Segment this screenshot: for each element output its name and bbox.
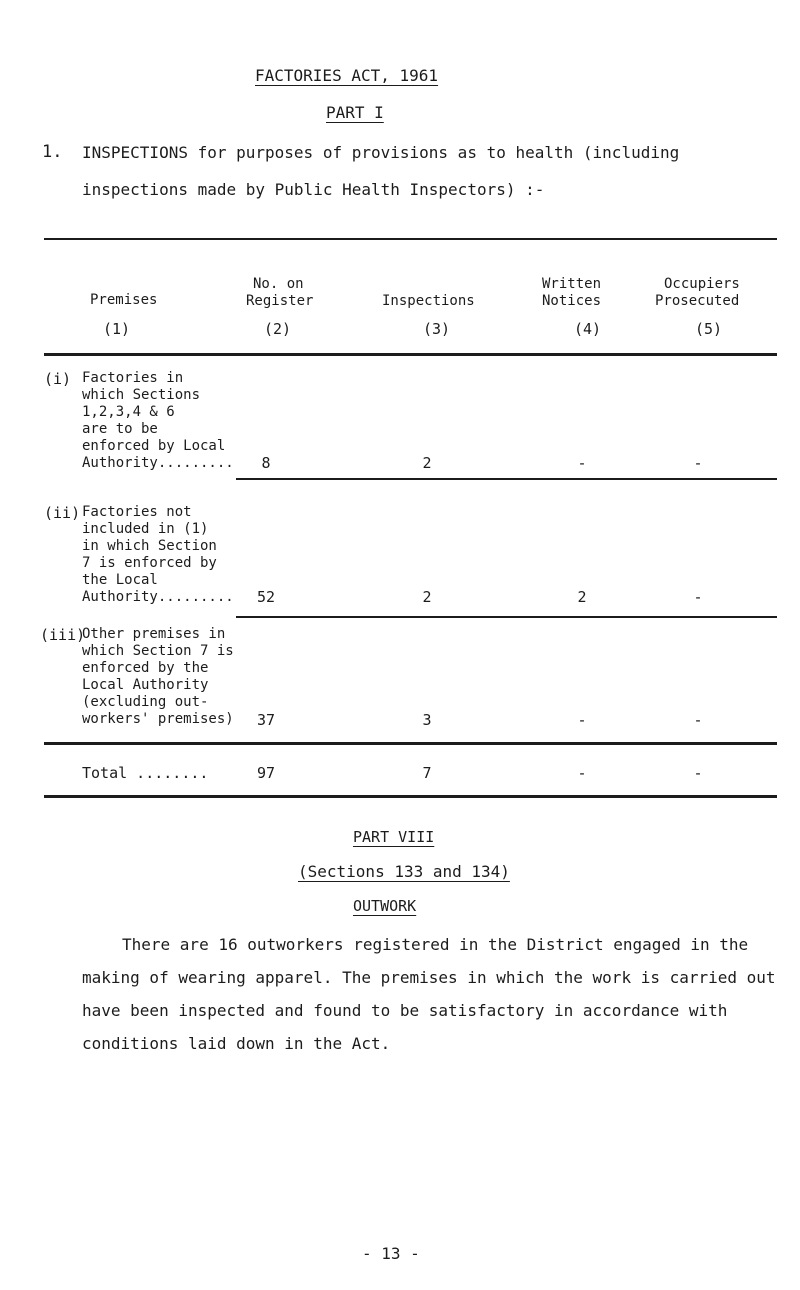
outwork-paragraph: There are 16 outworkers registered in the District engaged in the making of wearing apparel. The premises in which the work is carried out have been inspected and found to be satisfactory in accordance with conditions laid down in the Act. [82,935,776,1053]
header-inspections: Inspections [382,293,475,309]
header-notices-top: Written [542,276,602,292]
header-premises-num: (1) [103,320,131,338]
header-prosecuted-top: Occupiers [664,276,740,292]
row-label: Other premises in which Section 7 is enforced by the Local Authority (excluding out- workers' premises) [82,626,234,727]
cell-register: 37 [256,711,276,729]
total-label: Total ........ [82,764,209,782]
table-top-rule [44,238,777,240]
row-label: Factories not included in (1) in which Section 7 is enforced by the Local Authority......... [82,504,234,605]
total-register: 97 [256,764,276,782]
section-line-2: inspections made by Public Health Inspectors) :- [82,180,545,199]
cell-notices: 2 [577,588,587,606]
row-divider [236,616,777,618]
page-number: - 13 - [362,1244,420,1263]
header-prosecuted: Prosecuted [655,293,740,309]
part8-subtitle: OUTWORK [353,897,417,915]
header-premises: Premises [90,292,158,308]
cell-inspections: 2 [422,454,432,472]
header-notices-num: (4) [574,320,602,338]
cell-prosecuted: - [693,588,703,606]
row-number: (iii) [40,626,86,644]
row-label: Factories in which Sections 1,2,3,4 & 6 are to be enforced by Local Authority......... [82,370,234,471]
cell-inspections: 3 [422,711,432,729]
table-bottom-rule [44,795,777,798]
cell-register: 8 [261,454,271,472]
header-bottom-rule [44,353,777,356]
cell-notices: - [577,454,587,472]
row-number: (i) [44,370,72,388]
header-prosecuted-num: (5) [695,320,723,338]
part8-sections: (Sections 133 and 134) [298,862,510,881]
header-register: Register [246,293,314,309]
header-inspections-num: (3) [423,320,451,338]
total-top-rule [44,742,777,745]
cell-register: 52 [256,588,276,606]
cell-notices: - [577,711,587,729]
total-inspections: 7 [422,764,432,782]
header-register-num: (2) [264,320,292,338]
total-notices: - [577,764,587,782]
cell-prosecuted: - [693,454,703,472]
section-line-1: INSPECTIONS for purposes of provisions as to health (including [82,143,680,162]
act-title: FACTORIES ACT, 1961 [255,66,439,85]
part-label: PART I [326,103,384,122]
section-number: 1. [42,142,63,162]
row-divider [236,478,777,480]
total-prosecuted: - [693,764,703,782]
part8-title: PART VIII [353,828,435,846]
cell-prosecuted: - [693,711,703,729]
header-register-top: No. on [253,276,304,292]
row-number: (ii) [44,504,81,522]
cell-inspections: 2 [422,588,432,606]
header-notices: Notices [542,293,602,309]
